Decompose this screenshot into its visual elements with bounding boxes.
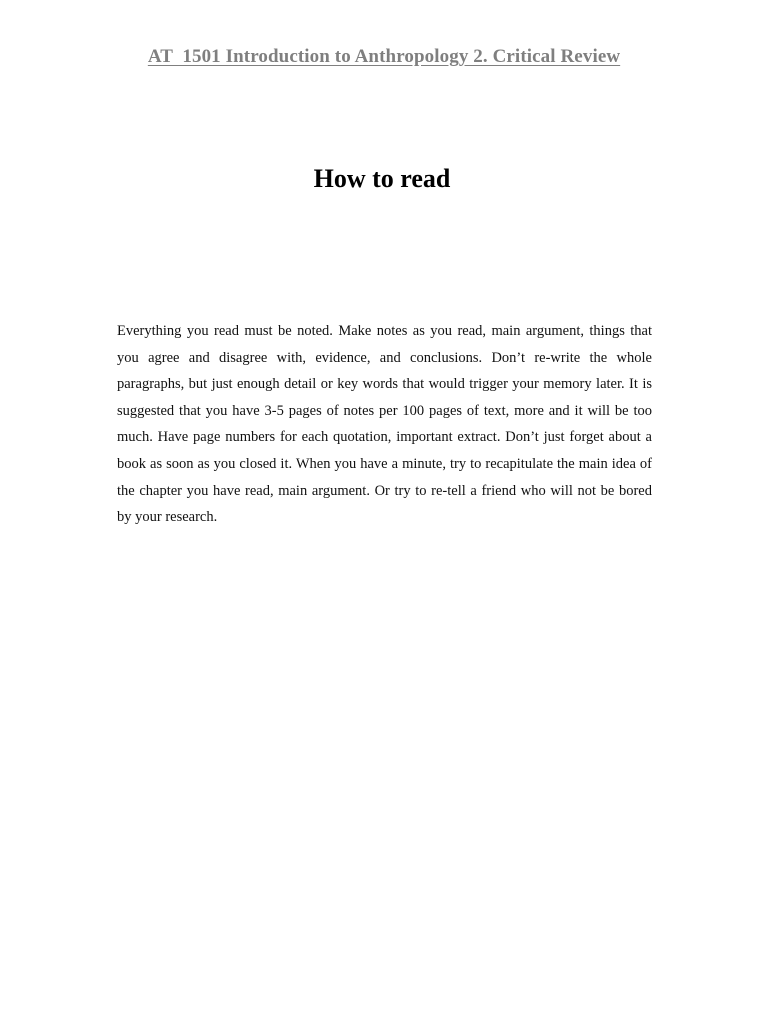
- course-header: AT 1501 Introduction to Anthropology 2. Critical Review: [147, 46, 621, 67]
- page-title: How to read: [313, 164, 451, 193]
- body-paragraph: Everything you read must be noted. Make notes as you read, main argument, things that you agree and disagree with, evidence, and conclusions. Don’t re-write the whole paragraphs, but just enough detail or key words that would trigger your memory later. It is suggested that you have 3-5 pages of notes per 100 pages of text, more and it will be too much. Have page numbers for each quotation, important extract. Don’t just forget about a book as soon as you closed it. When you have a minute, try to recapitulate the main idea of the chapter you have read, main argument. Or try to re-tell a friend who will not be bored by your research.: [117, 323, 652, 526]
